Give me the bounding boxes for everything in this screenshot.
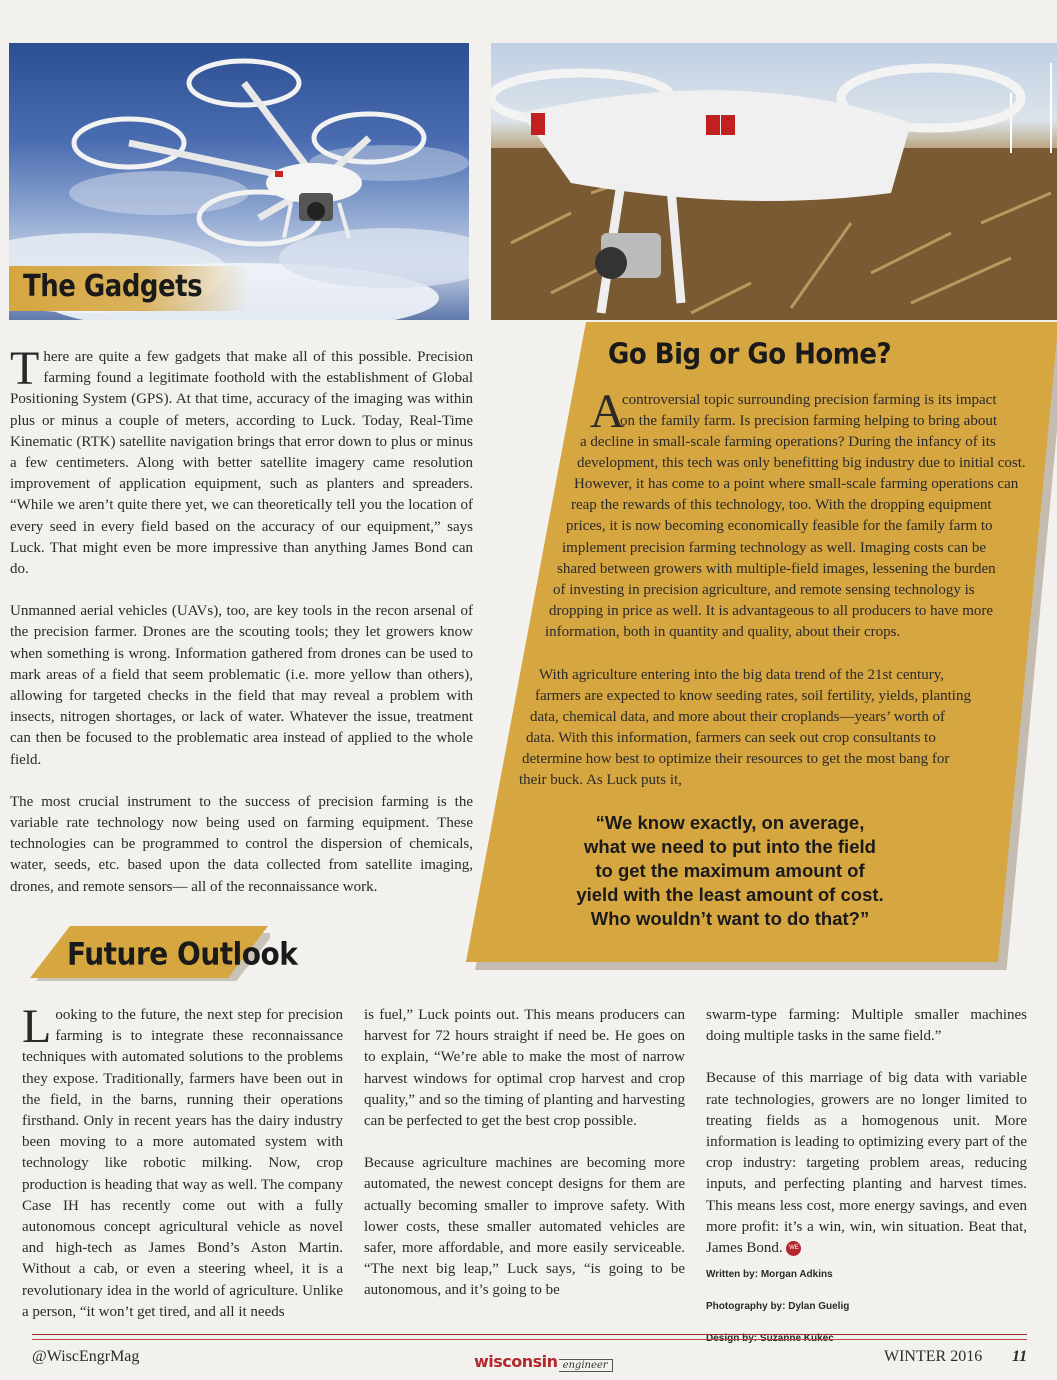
- future-column-2: [364, 1005, 685, 1323]
- pull-quote-line: “We know exactly, on average,: [595, 812, 865, 833]
- drop-cap: T: [10, 342, 40, 395]
- future-paragraph-1: [22, 1000, 343, 1323]
- future-column-3: [706, 1005, 1027, 1365]
- logo-wordmark: wisconsin: [474, 1352, 558, 1371]
- drone-field-illustration: [491, 43, 1057, 320]
- go-big-line: development, this tech was only benefitting big industry due to initial cost.: [577, 455, 1026, 471]
- wisconsin-engineer-logo: [474, 1352, 613, 1374]
- credit-designer: Design by: Suzanne Kukec: [706, 1333, 834, 1345]
- pull-quote-line: Who wouldn’t want to do that?”: [590, 908, 870, 929]
- drop-cap: L: [22, 1000, 52, 1053]
- go-big-drop-cap: A: [590, 385, 625, 438]
- end-mark-icon: WE: [786, 1241, 801, 1256]
- logo-subword: engineer: [559, 1359, 613, 1372]
- go-big-line: information, both in quantity and quality, about their crops.: [545, 624, 901, 640]
- future-paragraph-4: swarm-type farming: Multiple smaller machines doing multiple tasks in the same field.”: [706, 1007, 1027, 1045]
- go-big-line: prices, it is now becoming economically feasible for the family farm to: [566, 518, 993, 534]
- gadgets-paragraph-1-text: here are quite a few gadgets that make all of this possible. Precision farming found a legitimate foothold with the establishment of Global Positioning System (GPS). At that time, accuracy of the imaging was within plus or minus a couple of meters, according to Luck. Today, Real-Time Kinematic (RTK) satellite navigation brings that error down to plus or minus a few centimeters. Along with better satellite imagery came resolution improvement of application equipment, such as planters and spreaders. “While we aren’t quite there yet, we can theoretically tell you the location of every seed in every field based on the accuracy of our equipment,” says Luck. That might even be more impressive than anything James Bond can do.: [10, 349, 473, 578]
- future-paragraph-1-text: ooking to the future, the next step for precision farming is to integrate these reconnaissance techniques with automated solutions to the problems they expose. Traditionally, farmers have been out in the field, in the barns, running their operations firsthand. Only in recent years has the dairy industry been moving to a more automated system with technology like robotic milking. Now, crop production is heading that way as well. The company Case IH has recently come out with a fully autonomous concept agricultural vehicle as novel and high-tech as James Bond’s Aston Martin. Without a cab, or even a steering wheel, it is a revolutionary idea in the world of agriculture. Unlike a person, “it won’t get tired, and all it needs: [22, 1007, 343, 1320]
- drone-field-photo: [491, 43, 1057, 320]
- gadgets-paragraph-3: The most crucial instrument to the success of precision farming is the variable rate technology now being used on farming equipment. These technologies can be programmed to control the dispersion of chemicals, water, seeds, etc. based upon the data collected from satellite imaging, drones, and remote sensors— all of the reconnaissance work.: [10, 793, 473, 895]
- pull-quote-line: yield with the least amount of cost.: [576, 884, 884, 905]
- page-number: 11: [1012, 1348, 1028, 1365]
- go-big-line: With agriculture entering into the big data trend of the 21st century,: [539, 667, 944, 683]
- go-big-line: determine how best to optimize their resources to get the most bang for: [522, 751, 950, 767]
- go-big-line: implement precision farming technology as well. Imaging costs can be: [562, 540, 987, 556]
- go-big-line: their buck. As Luck puts it,: [519, 772, 682, 788]
- footer-rule: [32, 1334, 1027, 1335]
- go-big-line: farmers are expected to know seeding rates, soil fertility, yields, planting: [535, 688, 971, 704]
- go-big-line: data. With this information, farmers can seek out crop consultants to: [526, 730, 936, 746]
- go-big-line: data, chemical data, and more about their croplands—years’ worth of: [530, 709, 945, 725]
- credit-photographer: Photography by: Dylan Guelig: [706, 1301, 850, 1313]
- drone-sky-photo: [9, 43, 469, 320]
- go-big-line: reap the rewards of this technology, too. With the dropping equipment: [571, 497, 992, 513]
- future-paragraph-3: Because agriculture machines are becoming more automated, the newest concept designs for them are actually becoming smaller to improve safety. With lower costs, these smaller automated vehicles are safer, more affordable, and more easily serviceable. “The next big leap,” Luck says, “is going to be autonomous, and it’s going to be: [364, 1155, 685, 1299]
- gadgets-section-label: [9, 266, 249, 311]
- go-big-line: on the family farm. Is precision farming helping to bring about: [620, 413, 997, 429]
- go-big-line: shared between growers with multiple-field images, lessening the burden: [557, 561, 996, 577]
- gadgets-paragraph-2: Unmanned aerial vehicles (UAVs), too, are key tools in the recon arsenal of the precision farmer. Drones are the scouting tools; they let growers know when something is wrong. Information gathered from drones can be used to mark areas of a field that seem problematic (i.e. more yellow than others), allowing for targeted checks in the field that may reveal a problem with insects, nitrogen shortages, or lack of water. Whatever the issue, treatment can then be focused to the problematic area instead of applied to the whole field.: [10, 603, 473, 768]
- twitter-handle: @WiscEngrMag: [32, 1348, 140, 1365]
- future-paragraph-5-text: Because of this marriage of big data with variable rate technologies, growers are no longer limited to treating fields as a homogenous unit. More information is leading to optimizing every part of the crop industry: targeting problem areas, reducing inputs, and perfecting planting and harvest times. This means less cost, more energy savings, and even more profit: it’s a win, win, win situation. Beat that, James Bond.: [706, 1070, 1027, 1257]
- pull-quote-line: what we need to put into the field: [584, 836, 876, 857]
- go-big-line: of investing in precision agriculture, and remote sensing technology is: [553, 582, 975, 598]
- future-outlook-title: Future Outlook: [67, 936, 298, 973]
- credit-writer: Written by: Morgan Adkins: [706, 1269, 833, 1281]
- future-paragraph-5: [706, 1068, 1027, 1259]
- gadgets-article: [10, 342, 473, 919]
- go-big-line: a decline in small-scale farming operations? During the infancy of its: [580, 434, 996, 450]
- issue-label: WINTER 2016: [884, 1348, 983, 1365]
- go-big-line: controversial topic surrounding precision farming is its impact: [622, 392, 997, 408]
- footer-rule-thin: [32, 1339, 1027, 1340]
- future-column-1: [22, 1000, 343, 1344]
- gadgets-title: The Gadgets: [23, 269, 203, 305]
- pull-quote: [560, 811, 900, 931]
- pull-quote-line: to get the maximum amount of: [595, 860, 865, 881]
- gadgets-paragraph-1: [10, 342, 473, 580]
- go-big-line: However, it has come to a point where small-scale farming operations can: [574, 476, 1019, 492]
- go-big-line: dropping in price as well. It is advantageous to all producers to have more: [549, 603, 994, 619]
- go-big-title: Go Big or Go Home?: [608, 338, 892, 371]
- future-paragraph-2: is fuel,” Luck points out. This means producers can harvest for 72 hours straight if need be. He goes on to explain, “We’re able to make the most of narrow harvest windows for optimal crop harvest and crop quality,” and so the timing of planting and harvesting can be perfected to get the best crop possible.: [364, 1007, 685, 1130]
